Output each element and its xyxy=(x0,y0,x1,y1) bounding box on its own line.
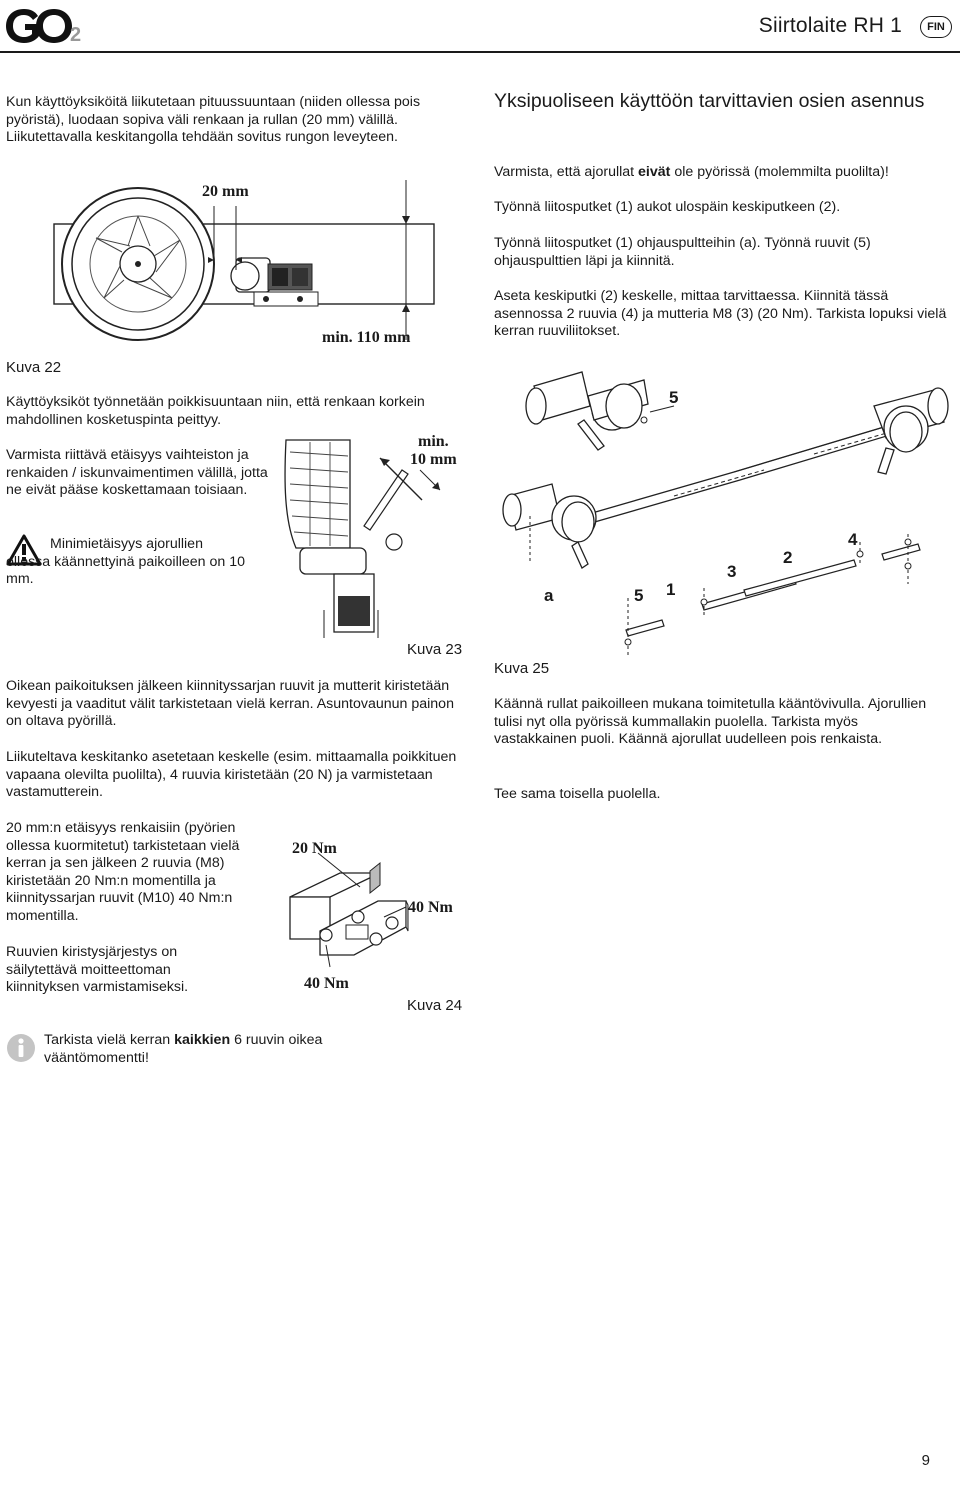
page-header xyxy=(0,0,960,52)
section-heading: Yksipuoliseen käyttöön tarvittavien osien asennus xyxy=(494,90,925,112)
document-title: Siirtolaite RH 1 xyxy=(758,14,902,37)
figure-22-caption: Kuva 22 xyxy=(6,359,62,376)
figure-23-dim-line2: 10 mm xyxy=(410,451,457,468)
figure-22-dim-20mm: 20 mm xyxy=(202,183,249,200)
figure-25-callout-a: a xyxy=(544,586,554,605)
order-paragraph: Ruuvien kiristysjärjestys on säilytettävä moitteettoman kiinnityksen varmistamiseksi. xyxy=(6,944,189,995)
step-3: Työnnä liitosputket (1) ohjauspultteihin (a). Työnnä ruuvit (5) ohjauspulttien läpi ja kiinnitä. xyxy=(494,235,871,269)
figure-24-caption: Kuva 24 xyxy=(407,997,463,1014)
figure-25-callout-1: 1 xyxy=(666,580,676,599)
figure-24-torque-top: 20 Nm xyxy=(292,840,337,857)
figure-23-caption: Kuva 23 xyxy=(407,641,463,658)
figure-22-drawing xyxy=(40,180,470,350)
figure-25-drawing xyxy=(494,366,954,656)
figure-24-torque-bottom: 40 Nm xyxy=(304,975,349,992)
figure-23-dim xyxy=(410,433,457,469)
step-5: Käännä rullat paikoilleen mukana toimitetulla kääntövivulla. Ajorullien tulisi nyt olla pyörissä kummallakin puolella. Tarkista myös vastakkainen puoli. Käännä ajorullat uudelleen pois renkaista. xyxy=(494,696,927,747)
sideways-paragraph: Käyttöyksiköt työnnetään poikkisuuntaan niin, että renkaan korkein mahdollinen kosketuspinta peittyy. xyxy=(6,394,425,428)
figure-22-dim-110mm: min. 110 mm xyxy=(322,329,411,346)
intro-paragraph: Kun käyttöyksiköitä liikutetaan pituussuuntaan (niiden ollessa pois pyöristä), luodaan sopiva väli renkaan ja rullan (20 mm) välillä. Liikutettavalla keskitangolla tehdään sovitus rungon leveyteen. xyxy=(6,94,421,145)
figure-25-callout-2: 2 xyxy=(783,548,793,567)
info-text-bold: kaikkien xyxy=(174,1032,231,1048)
figure-24-torque-right: 40 Nm xyxy=(408,899,453,916)
step-1-bold: eivät xyxy=(638,164,671,180)
figure-25-callout-5-top: 5 xyxy=(669,388,679,407)
step-1-suffix: ole pyörissä (molemmilta puolilta)! xyxy=(670,164,889,180)
clearance-paragraph: Varmista riittävä etäisyys vaihteiston ja renkaiden / iskunvaimentimen välillä, jotta ne eivät pääse koskettamaan toisiaan. xyxy=(6,447,268,498)
svg-text:2: 2 xyxy=(70,24,82,46)
figure-25-caption: Kuva 25 xyxy=(494,660,550,677)
step-6: Tee sama toisella puolella. xyxy=(494,786,661,802)
figure-22 xyxy=(40,180,470,350)
figure-25-callout-5-bottom: 5 xyxy=(634,586,644,605)
language-badge: FIN xyxy=(920,16,952,38)
figure-24 xyxy=(280,835,480,1005)
figure-25-callout-3: 3 xyxy=(727,562,737,581)
info-text-suffix: 6 ruuvin oikea vääntömomentti! xyxy=(44,1032,323,1066)
step-1 xyxy=(494,164,954,182)
figure-25 xyxy=(494,366,954,656)
figure-23-dim-line1: min. xyxy=(417,433,449,450)
info-icon xyxy=(6,1033,36,1063)
warning-text: Minimietäisyys ajorullien ollessa käännettyinä paikoilleen on 10 mm. xyxy=(6,536,245,587)
20mm-paragraph: 20 mm:n etäisyys renkaisiin (pyörien ollessa kuormitetut) tarkistetaan vielä kerran ja sen jälkeen 2 ruuvia (M8) kiristetään 20 Nm:n momentilla ja kiinnityssarjan ruuvit (M10) 40 Nm:n momentilla. xyxy=(6,820,240,924)
info-text-prefix: Tarkista vielä kerran xyxy=(44,1032,175,1048)
info-text xyxy=(44,1032,384,1067)
step-4: Aseta keskiputki (2) keskelle, mittaa tarvittaessa. Kiinnitä tässä asennossa 2 ruuvia (4) ja mutteria M8 (3) (20 Nm). Tarkista lopuksi vielä kerran ruuviliitokset. xyxy=(494,288,947,339)
figure-25-callout-4: 4 xyxy=(848,530,858,549)
after-position-paragraph: Oikean paikoituksen jälkeen kiinnityssarjan ruuvit ja mutterit kiristetään kevyesti ja vaaditut välit tarkistetaan vielä kerran. Asuntovaunun painon on oltava pyörillä. xyxy=(6,678,454,729)
step-1-prefix: Varmista, että ajorullat xyxy=(494,164,639,180)
center-bar-paragraph: Liikuteltava keskitanko asetetaan keskelle (esim. mittaamalla poikkituen vapaana olevilta puolilta), 4 ruuvia kiristetään (20 N) ja varmistetaan vastamutterein. xyxy=(6,749,457,800)
page-number: 9 xyxy=(921,1452,930,1469)
step-2: Työnnä liitosputket (1) aukot ulospäin keskiputkeen (2). xyxy=(494,199,841,215)
header-rule xyxy=(0,51,960,53)
go2-logo xyxy=(4,5,90,47)
figure-23 xyxy=(280,430,480,640)
